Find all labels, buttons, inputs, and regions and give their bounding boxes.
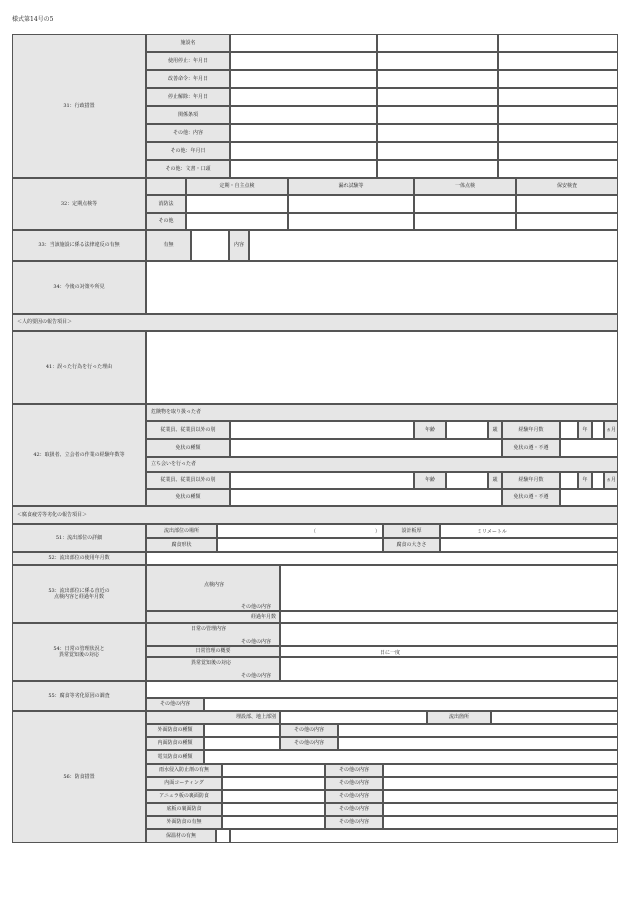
s56-annular-label: アニュラ板の裏面防食 (146, 790, 222, 803)
s53-inspection-value[interactable] (280, 565, 618, 611)
s56-other-label: その他の内容 (325, 777, 383, 790)
s32-header: 一体点検 (414, 178, 516, 195)
s56-other-label: その他の内容 (325, 790, 383, 803)
s54-label: 54：日常の管理状況と 異常覚知後の対応 (12, 623, 146, 681)
s32-header: 漏れ試験等 (288, 178, 414, 195)
s53-label: 53：流出部位に係る直近の 点検内容と経過年月数 (12, 565, 146, 623)
s51-label: 51：流出部位の詳細 (12, 524, 146, 552)
s31-value[interactable] (230, 88, 377, 106)
s56-annular-value[interactable] (222, 790, 325, 803)
s31-row-label: 施設名 (146, 34, 230, 52)
s56-other-value[interactable] (338, 724, 618, 737)
s31-value[interactable] (498, 142, 618, 160)
s31-value[interactable] (377, 142, 498, 160)
s32-value[interactable] (186, 213, 288, 230)
s31-value[interactable] (498, 34, 618, 52)
s31-value[interactable] (498, 160, 618, 178)
s31-value[interactable] (377, 160, 498, 178)
s56-other-label: その他の内容 (325, 816, 383, 829)
s42-employee-value[interactable] (230, 421, 414, 439)
s42-age-label: 年齢 (414, 472, 446, 489)
s42-compliance-value[interactable] (560, 489, 618, 506)
s31-value[interactable] (377, 70, 498, 88)
s56-insulation-label: 保温材の有無 (146, 829, 216, 843)
s31-row-label: その他：年月日 (146, 142, 230, 160)
s33-presence-value[interactable] (191, 230, 229, 261)
s51-paren-open: （ (311, 529, 317, 535)
s32-label: 32：定期点検等 (12, 178, 146, 230)
s31-row-label: 改善命令：年月日 (146, 70, 230, 88)
s42-witness-title: 立ち会いを行った者 (146, 457, 618, 472)
s32-header: 定期・自主点検 (186, 178, 288, 195)
s42-age-unit: 歳 (488, 421, 502, 439)
s31-row-label: 関係条項 (146, 106, 230, 124)
s42-years-value[interactable] (560, 421, 578, 439)
s51-mm-unit: ミリメートル (477, 529, 507, 535)
s42-month-unit: ヵ月 (604, 421, 618, 439)
s32-value[interactable] (516, 195, 618, 213)
s32-value[interactable] (288, 195, 414, 213)
s55-other-label: その他の内容 (146, 698, 204, 711)
s42-months-value[interactable] (592, 472, 604, 489)
s56-other-value[interactable] (383, 777, 618, 790)
s31-value[interactable] (230, 160, 377, 178)
s56-inner-label: 内面防食の種類 (146, 737, 204, 750)
s56-bottom-label: 底板の裏面防食 (146, 803, 222, 816)
s31-value[interactable] (377, 88, 498, 106)
s51-paren-close: ） (375, 529, 381, 535)
s42-label: 42：取扱者、立会者の作業の経験年数等 (12, 404, 146, 506)
s31-value[interactable] (230, 142, 377, 160)
s56-buried-label: 埋設部、地上部別 (146, 711, 280, 724)
s55-label: 55：腐食等劣化原因の調査 (12, 681, 146, 711)
s42-employee-value[interactable] (230, 472, 414, 489)
s56-insulation-extra[interactable] (230, 829, 618, 843)
s51-shape-value[interactable] (217, 538, 383, 552)
s56-other-value[interactable] (383, 803, 618, 816)
s41-label: 41：誤った行為を行った理由 (12, 331, 146, 404)
s56-other-label: その他の内容 (325, 803, 383, 816)
corrosion-section-header: ＜腐食疲労等劣化の報告項目＞ (12, 506, 618, 524)
s55-value[interactable] (146, 681, 618, 698)
s54-summary-label: 日常管理の概要 (146, 646, 280, 657)
s42-month-unit: ヵ月 (604, 472, 618, 489)
s56-other-value[interactable] (383, 790, 618, 803)
s54-other2-text: その他の内容 (241, 673, 272, 679)
s54-response-value[interactable] (280, 657, 618, 681)
s54-mgmt-value[interactable] (280, 623, 618, 646)
s56-coating-value[interactable] (222, 777, 325, 790)
s56-other-value[interactable] (383, 816, 618, 829)
s56-outer-value[interactable] (204, 724, 280, 737)
s42-experience-label: 経験年月数 (502, 421, 560, 439)
s31-value[interactable] (377, 52, 498, 70)
s31-row-label: その他：内容 (146, 124, 230, 142)
s54-response-text: 異常覚知後の対応 (191, 660, 232, 666)
s56-other-value[interactable] (338, 737, 618, 750)
s34-value[interactable] (146, 261, 618, 314)
s51-thickness-value[interactable] (440, 524, 618, 538)
s42-experience-label: 経験年月数 (502, 472, 560, 489)
s53-inspection-text: 点検内容 (204, 582, 225, 588)
s56-electric-value[interactable] (204, 750, 618, 764)
s42-compliance-label: 免状の遵・不遵 (502, 489, 560, 506)
s31-value[interactable] (498, 124, 618, 142)
s56-outer-label: 外面防食の種類 (146, 724, 204, 737)
s56-outer-presence-value[interactable] (222, 816, 325, 829)
s56-label: 56：防食措置 (12, 711, 146, 843)
s56-rain-value[interactable] (222, 764, 325, 777)
s31-value[interactable] (498, 88, 618, 106)
s51-shape-label: 腐食形状 (146, 538, 217, 552)
s32-value[interactable] (186, 195, 288, 213)
s56-other-label: その他の内容 (325, 764, 383, 777)
s42-handler-title: 危険物を取り扱った者 (146, 404, 618, 421)
s52-label: 52：流出部位の使用年月数 (12, 552, 146, 565)
s31-row-label: 停止解除：年月日 (146, 88, 230, 106)
s56-other-label: その他の内容 (280, 724, 338, 737)
s53-elapsed-label: 経過年月数 (146, 611, 280, 623)
s56-other-label: その他の内容 (280, 737, 338, 750)
s42-employee-label: 従業員、従業員以外の別 (146, 472, 230, 489)
s56-leak-label: 流出箇所 (427, 711, 491, 724)
s34-label: 34：今後の対策や所見 (12, 261, 146, 314)
s42-year-unit: 年 (578, 472, 592, 489)
s42-compliance-value[interactable] (560, 439, 618, 457)
s56-leak-value[interactable] (491, 711, 618, 724)
s31-value[interactable] (377, 106, 498, 124)
s56-inner-value[interactable] (204, 737, 280, 750)
s31-value[interactable] (230, 124, 377, 142)
s31-label: 31：行政措置 (12, 34, 146, 178)
s32-value[interactable] (414, 213, 516, 230)
s56-coating-label: 内面コーティング (146, 777, 222, 790)
s54-summary-value[interactable] (280, 646, 618, 657)
s32-value[interactable] (414, 195, 516, 213)
s31-row-label: その他：文書・口頭 (146, 160, 230, 178)
s42-license-value[interactable] (230, 439, 502, 457)
s56-rain-label: 雨水侵入防止剤の有無 (146, 764, 222, 777)
s31-row-label: 使用停止：年月日 (146, 52, 230, 70)
s32-row-label: その他 (146, 213, 186, 230)
s42-compliance-label: 免状の遵・不遵 (502, 439, 560, 457)
s33-content-value[interactable] (249, 230, 618, 261)
s32-header: 保安検査 (516, 178, 618, 195)
s32-row-label: 消防法 (146, 195, 186, 213)
s31-value[interactable] (377, 124, 498, 142)
s56-electric-label: 電気防食の種類 (146, 750, 204, 764)
s42-age-value[interactable] (446, 421, 488, 439)
s56-bottom-value[interactable] (222, 803, 325, 816)
s31-value[interactable] (230, 70, 377, 88)
s42-age-label: 年齢 (414, 421, 446, 439)
s42-age-value[interactable] (446, 472, 488, 489)
s51-location-value[interactable] (217, 524, 383, 538)
s32-value[interactable] (516, 213, 618, 230)
s42-license-label: 免状の種類 (146, 439, 230, 457)
s54-per-day: 日に一度 (380, 650, 401, 656)
s33-label: 33：当該施設に係る法律違反の有無 (12, 230, 146, 261)
s41-value[interactable] (146, 331, 618, 404)
s31-value[interactable] (498, 106, 618, 124)
s42-age-unit: 歳 (488, 472, 502, 489)
s42-license-value[interactable] (230, 489, 502, 506)
s51-location-label: 流出部位の場所 (146, 524, 217, 538)
s51-size-label: 腐食の大きさ (383, 538, 440, 552)
s33-content-label: 内容 (229, 230, 249, 261)
s42-employee-label: 従業員、従業員以外の別 (146, 421, 230, 439)
s56-outer-presence-label: 外面防食の有無 (146, 816, 222, 829)
s52-value[interactable] (146, 552, 618, 565)
s55-other-value[interactable] (204, 698, 618, 711)
s31-value[interactable] (377, 34, 498, 52)
s31-value[interactable] (498, 52, 618, 70)
s42-license-label: 免状の種類 (146, 489, 230, 506)
form-title: 様式第14号の5 (12, 16, 54, 23)
s53-other-text: その他の内容 (241, 604, 272, 610)
human-section-header: ＜人的要因の報告項目＞ (12, 314, 618, 331)
s56-buried-value[interactable] (280, 711, 427, 724)
s32-value[interactable] (288, 213, 414, 230)
s54-mgmt-text: 日常の管理内容 (191, 626, 227, 632)
s33-presence-label: 有無 (146, 230, 191, 261)
s42-years-value[interactable] (560, 472, 578, 489)
s31-value[interactable] (230, 106, 377, 124)
s42-months-value[interactable] (592, 421, 604, 439)
s32-corner (146, 178, 186, 195)
s31-value[interactable] (230, 52, 377, 70)
s42-year-unit: 年 (578, 421, 592, 439)
s56-insulation-value[interactable] (216, 829, 230, 843)
s51-thickness-label: 設計板厚 (383, 524, 440, 538)
s54-other1-text: その他の内容 (241, 639, 272, 645)
s31-value[interactable] (230, 34, 377, 52)
s53-elapsed-value[interactable] (280, 611, 618, 623)
s51-size-value[interactable] (440, 538, 618, 552)
s31-value[interactable] (498, 70, 618, 88)
s56-other-value[interactable] (383, 764, 618, 777)
